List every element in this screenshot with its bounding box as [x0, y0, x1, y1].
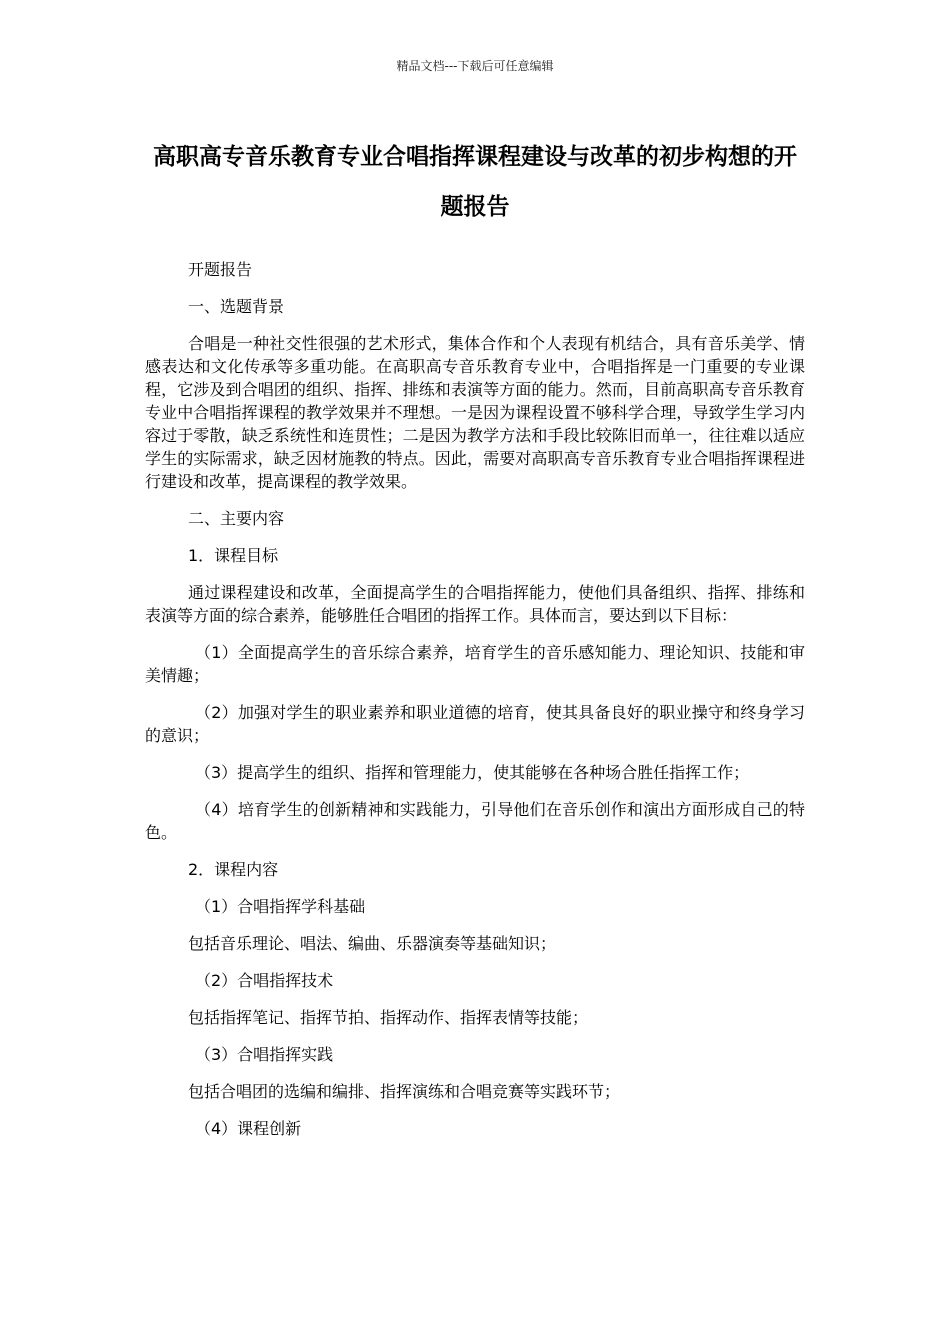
list-item-heading: （1）合唱指挥学科基础: [195, 897, 366, 916]
body-paragraph: 合唱是一种社交性很强的艺术形式，集体合作和个人表现有机结合，具有音乐美学、情感表达和文化传承等多重功能。在高职高专音乐教育专业中，合唱指挥是一门重要的专业课程，它涉及到合唱团的组织、指挥、排练和表演等方面的能力。然而，目前高职高专音乐教育专业中合唱指挥课程的教学效果并不理想。一是因为课程设置不够科学合理，导致学生学习内容过于零散，缺乏系统性和连贯性；二是因为教学方法和手段比较陈旧而单一，往往难以适应学生的实际需求，缺乏因材施教的特点。因此，需要对高职高专音乐教育专业合唱指挥课程进行建设和改革，提高课程的教学效果。: [145, 334, 805, 491]
list-item-detail: 包括合唱团的选编和编排、指挥演练和合唱竞赛等实践环节；: [188, 1082, 621, 1101]
list-item-detail: 包括音乐理论、唱法、编曲、乐器演奏等基础知识；: [188, 934, 557, 953]
subsection-heading: 1．课程目标: [188, 546, 279, 565]
list-item: （2）加强对学生的职业素养和职业道德的培育，使其具备良好的职业操守和终身学习的意识；: [145, 703, 805, 745]
list-item-heading: （2）合唱指挥技术: [195, 971, 334, 990]
list-item: （3）提高学生的组织、指挥和管理能力，使其能够在各种场合胜任指挥工作；: [195, 763, 750, 782]
page-header: 精品文档---下载后可任意编辑: [396, 59, 554, 73]
body-paragraph: 通过课程建设和改革，全面提高学生的合唱指挥能力，使他们具备组织、指挥、排练和表演等方面的综合素养，能够胜任合唱团的指挥工作。具体而言，要达到以下目标：: [145, 583, 805, 625]
document-title: 高职高专音乐教育专业合唱指挥课程建设与改革的初步构想的开题报告: [153, 144, 797, 220]
subsection-heading: 2．课程内容: [188, 860, 279, 879]
list-item: （1）全面提高学生的音乐综合素养，培育学生的音乐感知能力、理论知识、技能和审美情趣；: [145, 643, 805, 685]
list-item-heading: （3）合唱指挥实践: [195, 1045, 334, 1064]
section-heading: 二、主要内容: [188, 509, 285, 528]
section-label: 开题报告: [188, 260, 253, 279]
list-item-detail: 包括指挥笔记、指挥节拍、指挥动作、指挥表情等技能；: [188, 1008, 589, 1027]
list-item-heading: （4）课程创新: [195, 1119, 302, 1138]
list-item: （4）培育学生的创新精神和实践能力，引导他们在音乐创作和演出方面形成自己的特色。: [145, 800, 805, 842]
section-heading: 一、选题背景: [188, 297, 285, 316]
document-body: [145, 258, 805, 1154]
